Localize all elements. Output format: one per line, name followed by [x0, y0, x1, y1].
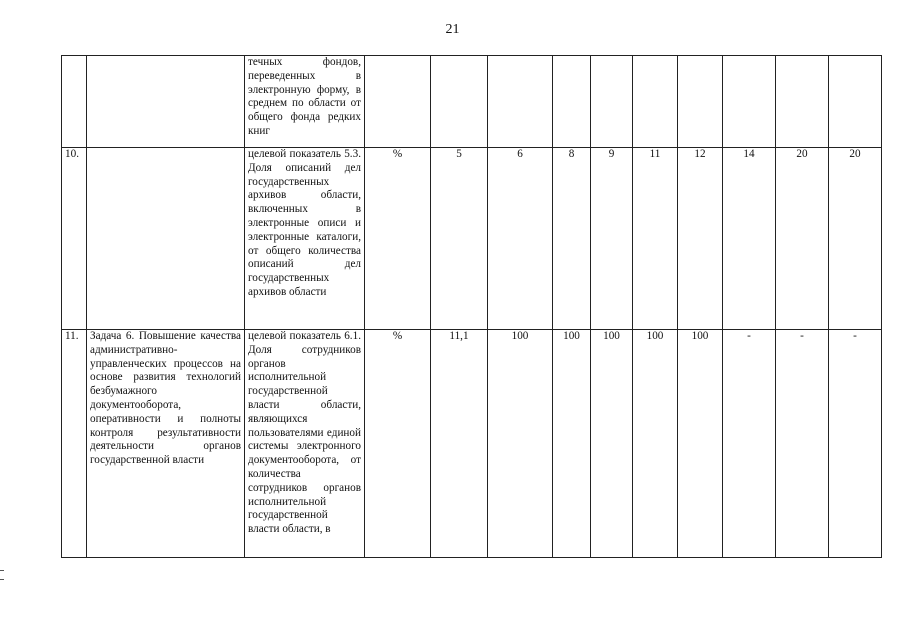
value-cell: 8	[553, 148, 591, 330]
value-cell: -	[829, 330, 882, 558]
value-cell: 100	[488, 330, 553, 558]
value-cell	[678, 56, 723, 148]
table-row	[62, 56, 882, 148]
value-cell: 11,1	[431, 330, 488, 558]
value-cell: 20	[776, 148, 829, 330]
row-number	[62, 56, 87, 148]
indicators-table	[61, 55, 882, 558]
table-row	[62, 330, 882, 558]
value-cell: 100	[553, 330, 591, 558]
value-cell: 12	[678, 148, 723, 330]
value-cell	[776, 56, 829, 148]
value-cell: -	[723, 330, 776, 558]
value-cell: 100	[591, 330, 633, 558]
row-number: 11.	[62, 330, 87, 558]
value-cell	[633, 56, 678, 148]
page-number: 21	[445, 22, 460, 37]
value-cell	[488, 56, 553, 148]
task-cell	[87, 148, 245, 330]
value-cell: 14	[723, 148, 776, 330]
value-cell	[553, 56, 591, 148]
value-cell: -	[776, 330, 829, 558]
unit-cell: %	[365, 148, 431, 330]
value-cell	[723, 56, 776, 148]
table-row	[62, 148, 882, 330]
value-cell	[431, 56, 488, 148]
indicator-cell: течных фондов, переведенных в электронную форму, в среднем по области от общего фонда редких книг	[245, 56, 365, 148]
value-cell	[591, 56, 633, 148]
value-cell: 6	[488, 148, 553, 330]
indicator-cell: целевой показатель 5.3. Доля описаний дел государственных архивов области, включенных в электронные описи и электронные каталоги, от общего количества описаний дел государственных архивов области	[245, 148, 365, 330]
row-number: 10.	[62, 148, 87, 330]
value-cell: 5	[431, 148, 488, 330]
indicator-cell: целевой показатель 6.1. Доля сотрудников органов исполнительной государственной власти области, являющихся пользователями единой системы электронного документооборота, от количества сотрудников органов исполнительной государственной власти области, в	[245, 330, 365, 558]
value-cell: 11	[633, 148, 678, 330]
value-cell: 9	[591, 148, 633, 330]
value-cell	[829, 56, 882, 148]
unit-cell: %	[365, 330, 431, 558]
unit-cell	[365, 56, 431, 148]
task-cell: Задача 6. Повышение качества административно-управленческих процессов на основе развития технологий безбумажного документооборота, оперативности и полноты контроля результативности деятельности органов государственной власти	[87, 330, 245, 558]
scan-margin-mark	[0, 579, 4, 580]
task-cell	[87, 56, 245, 148]
scan-margin-mark	[0, 570, 4, 571]
value-cell: 100	[678, 330, 723, 558]
value-cell: 20	[829, 148, 882, 330]
value-cell: 100	[633, 330, 678, 558]
